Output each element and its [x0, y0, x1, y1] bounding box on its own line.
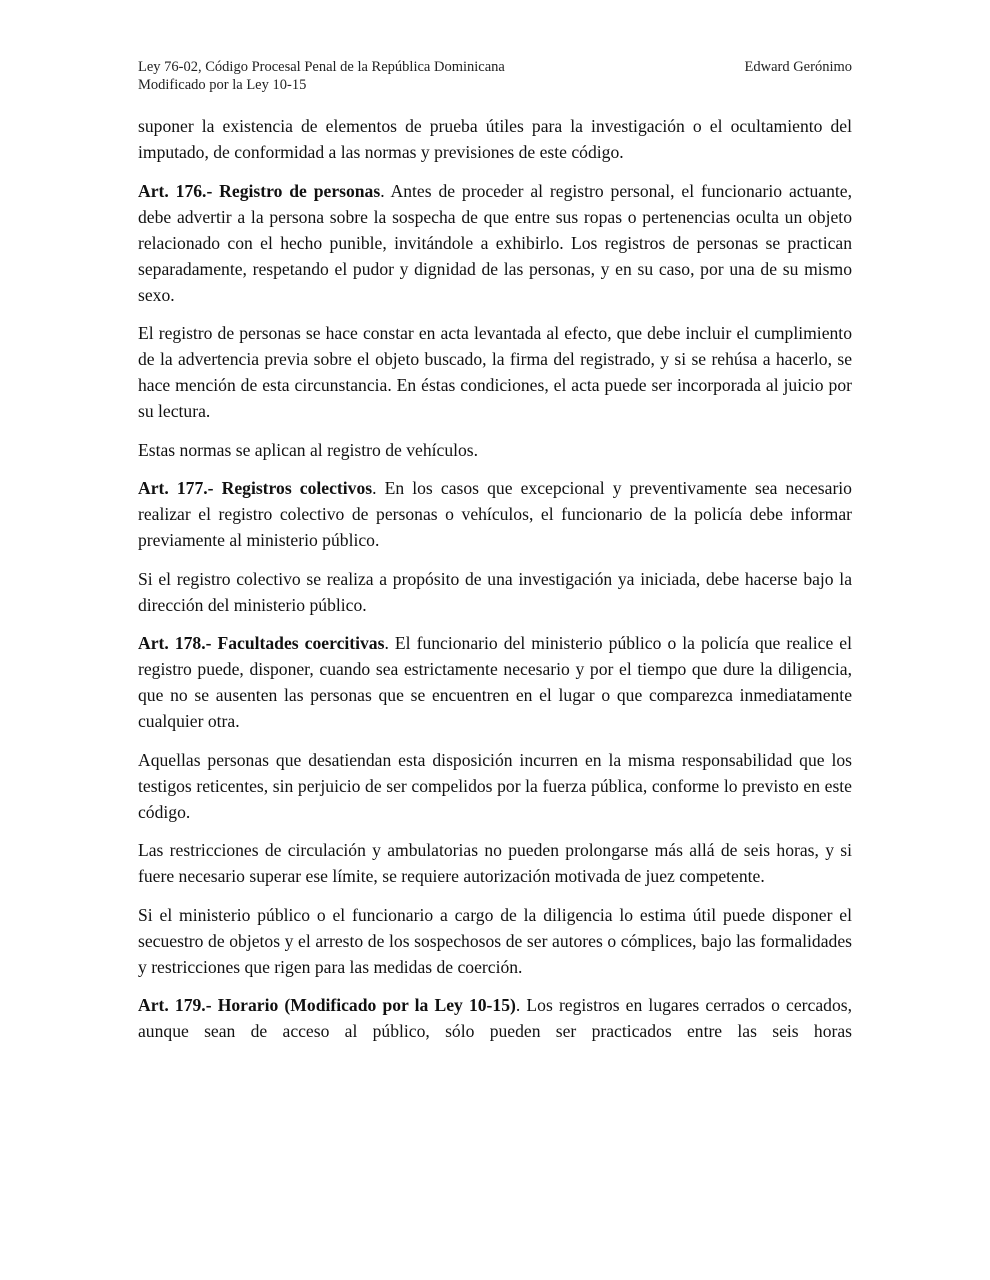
paragraph: El registro de personas se hace constar en acta levantada al efecto, que debe incluir el cumplimiento de la advertencia previa sobre el objeto buscado, la firma del registrado, y si se rehúsa a hacerlo, se hace mención de esta circunstancia. En éstas condiciones, el acta puede ser incorporada al juicio por su lectura. [138, 323, 852, 421]
document-body [138, 113, 852, 1057]
header-law-subtitle: Modificado por la Ley 10-15 [138, 77, 307, 93]
header-author: Edward Gerónimo [744, 59, 852, 75]
article-178-paragraph: Art. 178.- Facultades coercitivas. El funcionario del ministerio público o la policía que realice el registro puede, disponer, cuando sea estrictamente necesario y por el tiempo que dure la diligencia, que no se ausenten las personas que se encuentren en el lugar o que comparezca inmediatamente cualquier otra. [138, 633, 853, 731]
article-title: Art. 176.- Registro de personas [138, 180, 381, 201]
header-law-title: Ley 76-02, Código Procesal Penal de la República Dominicana [138, 59, 505, 75]
article-179-paragraph: Art. 179.- Horario (Modificado por la Ley 10-15). Los registros en lugares cerrados o cercados, aunque sean de acceso al público, sólo pueden ser practicados entre las seis horas [138, 995, 852, 1041]
paragraph: Estas normas se aplican al registro de vehículos. [138, 439, 479, 460]
article-177-paragraph: Art. 177.- Registros colectivos. En los casos que excepcional y preventivamente sea necesario realizar el registro colectivo de personas o vehículos, el funcionario de la policía debe informar previamente al ministerio público. [138, 478, 852, 550]
article-title: Art. 178.- Facultades coercitivas [138, 633, 385, 653]
article-title: Art. 177.- Registros colectivos [138, 478, 373, 498]
page-header [138, 58, 852, 94]
paragraph: Si el ministerio público o el funcionario a cargo de la diligencia lo estima útil puede disponer el secuestro de objetos y el arresto de los sospechosos de ser autores o cómplices, bajo las formalidades y restricciones que rigen para las medidas de coerción. [138, 904, 852, 977]
paragraph: Las restricciones de circulación y ambulatorias no pueden prolongarse más allá de seis horas, y si fuere necesario superar ese límite, se requiere autorización motivada de juez competente. [138, 840, 852, 886]
article-176-paragraph: Art. 176.- Registro de personas. Antes de proceder al registro personal, el funcionario actuante, debe advertir a la persona sobre la sospecha de que entre sus ropas o pertenencias oculta un objeto relacionado con el hecho punible, invitándole a exhibirlo. Los registros de personas se practican separadamente, respetando el pudor y dignidad de las personas, y en su caso, por una de su mismo sexo. [138, 180, 852, 305]
paragraph: Aquellas personas que desatiendan esta disposición incurren en la misma responsabilidad que los testigos reticentes, sin perjuicio de ser compelidos por la fuerza pública, conforme lo previsto en este código. [138, 749, 852, 822]
paragraph: suponer la existencia de elementos de prueba útiles para la investigación o el ocultamiento del imputado, de conformidad a las normas y previsiones de este código. [138, 116, 852, 162]
article-title: Art. 179.- Horario (Modificado por la Ley 10-15) [138, 995, 516, 1015]
paragraph: Si el registro colectivo se realiza a propósito de una investigación ya iniciada, debe hacerse bajo la dirección del ministerio público. [138, 568, 852, 615]
